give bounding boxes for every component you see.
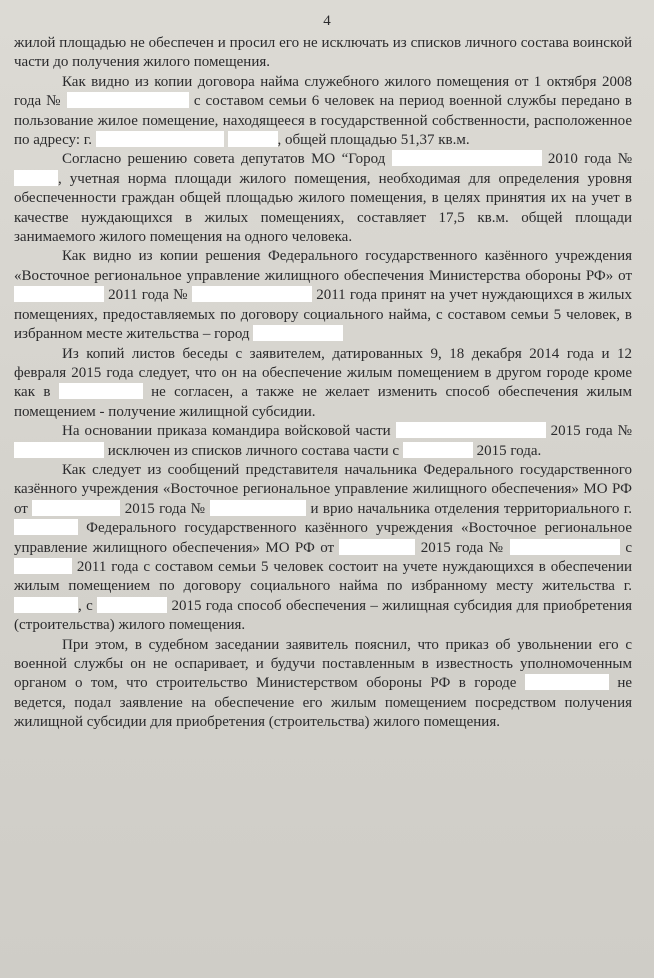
paragraph-text: Как видно из копии договора найма служебного жилого помещения от 1 октября 2008 года №: [14, 73, 632, 110]
redaction-block: [14, 558, 72, 574]
redaction-block: [97, 597, 167, 613]
redaction-block: [14, 597, 78, 613]
paragraph: [14, 73, 632, 151]
redaction-block: [14, 170, 58, 186]
paragraph: [14, 636, 632, 733]
paragraph-text: Как следует из сообщений представителя начальника Федерального государственного казённого учреждения «Восточное региональное управление жилищного обеспечения» МО РФ от: [14, 461, 632, 517]
paragraph-text: , с: [78, 597, 98, 614]
redaction-block: [14, 286, 104, 302]
paragraph: [14, 150, 632, 247]
paragraph-text: 2011 года №: [104, 287, 193, 304]
paragraph-text: жилой площадью не обеспечен и просил его не исключать из списков личного состава воинской части до получения жилого помещения.: [14, 35, 632, 71]
paragraph-text: 2011 года принят на учет нуждающихся в жилых помещениях, предоставляемых по договору социального найма, с составом семьи 5 человек, в избранном месте жительства – город: [14, 287, 632, 343]
paragraph-text: с составом семьи 6 человек на период военной службы передано в пользование жилое помещение, находящееся в государственной собственности, расположенное по адресу: г.: [14, 93, 632, 149]
redaction-block: [67, 92, 189, 108]
redaction-block: [253, 325, 343, 341]
redaction-block: [339, 539, 415, 555]
redaction-block: [403, 442, 473, 458]
paragraph: [14, 345, 632, 423]
paragraph-text: Из копий листов беседы с заявителем, датированных 9, 18 декабря 2014 года и 12 февраля 2015 года следует, что он на обеспечение жилым помещением в другом городе кроме как в: [14, 345, 632, 401]
redaction-block: [396, 422, 546, 438]
redaction-block: [96, 131, 224, 147]
redaction-block: [14, 442, 104, 458]
paragraph-text: не ведется, подал заявление на обеспечение его жилым помещением посредством получения жилищной субсидии для приобретения (строительства) жилого помещения.: [14, 675, 632, 731]
paragraph: [14, 461, 632, 636]
paragraph: [14, 34, 632, 73]
paragraph-text: не согласен, а также не желает изменить способ обеспечения жилым помещением - получение жилищной субсидии.: [14, 384, 632, 420]
redaction-block: [59, 383, 143, 399]
paragraph-text: 2015 года №: [545, 423, 632, 440]
redaction-block: [210, 500, 306, 516]
paragraph-text: исключен из списков личного состава части с: [104, 442, 403, 459]
paragraph: [14, 422, 632, 461]
paragraph-text: При этом, в судебном заседании заявитель пояснил, что приказ об увольнении его с военной службы он не оспаривает, и будучи поставленным в известность уполномоченным органом о том, что строительство Министерством обороны РФ в городе: [14, 636, 632, 692]
paragraph-text: 2015 года №: [120, 500, 211, 517]
redaction-block: [392, 150, 542, 166]
paragraph-text: 2010 года №: [541, 151, 633, 168]
redaction-block: [14, 519, 78, 535]
paragraph-text: Согласно решению совета депутатов МО “Город: [62, 151, 392, 168]
document-body: [14, 34, 632, 733]
paragraph-text: с: [619, 539, 632, 556]
paragraph-text: 2015 года №: [415, 539, 510, 556]
redaction-block: [525, 674, 609, 690]
paragraph-text: Как видно из копии решения Федерального государственного казённого учреждения «Восточное региональное управление жилищного обеспечения Министерства обороны РФ» от: [14, 248, 632, 284]
redaction-block: [228, 131, 278, 147]
paragraph-text: 2011 года с составом семьи 5 человек состоит на учете нуждающихся в обеспечении жилым помещением по договору социального найма по избранному месту жительства г.: [14, 558, 632, 595]
paragraph-text: 2015 года способ обеспечения – жилищная субсидия для приобретения (строительства) жилого помещения.: [14, 597, 632, 634]
redaction-block: [192, 286, 312, 302]
paragraph-text: 2015 года.: [472, 442, 542, 459]
paragraph-text: На основании приказа командира войсковой части: [62, 423, 396, 440]
paragraph-text: Федерального государственного казённого учреждения «Восточное региональное управление жилищного обеспечения» МО РФ от: [14, 520, 632, 556]
redaction-block: [510, 539, 620, 555]
paragraph-text: , общей площадью 51,37 кв.м.: [277, 132, 470, 149]
page-number: 4: [323, 13, 331, 29]
paragraph-text: и врио начальника отделения территориального г.: [306, 500, 633, 517]
paragraph: [14, 247, 632, 344]
paragraph-text: , учетная норма площади жилого помещения, необходимая для определения уровня обеспеченности граждан общей площадью жилого помещения, в целях принятия их на учет в качестве нуждающихся в жилых помещениях, составляет 17,5 кв.м. общей площади занимаемого жилого помещения на одного человека.: [14, 170, 632, 246]
redaction-block: [32, 500, 120, 516]
